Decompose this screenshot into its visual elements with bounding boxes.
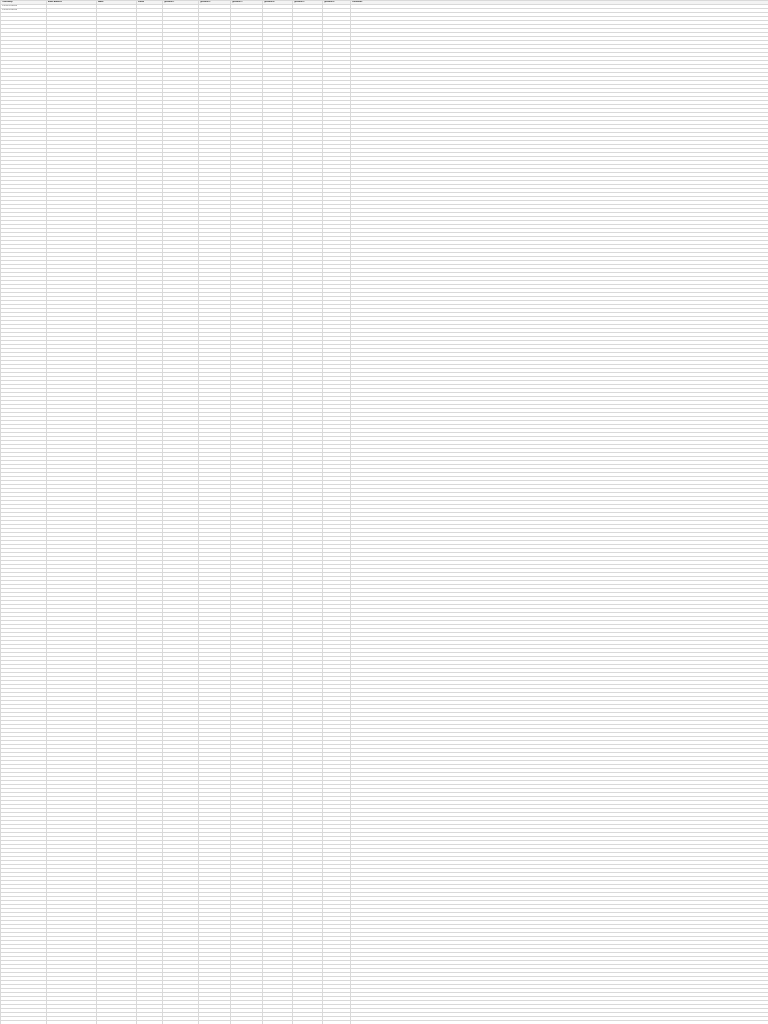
grid-body [1,1,768,1024]
empty-cell[interactable] [231,1021,263,1024]
header-cell-q1[interactable]: Question 1 [163,1,199,5]
header-cell-phone[interactable]: Phone [137,1,163,5]
header-cell-email[interactable]: Email Address [47,1,97,5]
header-cell-q4[interactable]: Question 4 [263,1,293,5]
header-cell-q5[interactable]: Question 5 [293,1,323,5]
empty-cell[interactable] [323,1021,351,1024]
empty-cell[interactable] [47,1021,97,1024]
empty-cell[interactable] [293,1021,323,1024]
table-cell[interactable]: 1/1/2023 8:05:00 [1,9,47,13]
empty-row [1,1021,768,1024]
empty-cell[interactable] [137,1021,163,1024]
header-cell-q3[interactable]: Question 3 [231,1,263,5]
header-cell-q6[interactable]: Question 6 [323,1,351,5]
table-cell[interactable]: 1/1/2023 8:00:00 [1,5,47,9]
empty-cell[interactable] [199,1021,231,1024]
header-cell-comments[interactable]: Comments [351,1,768,5]
empty-cell[interactable] [263,1021,293,1024]
empty-cell[interactable] [1,1021,47,1024]
empty-cell[interactable] [163,1021,199,1024]
header-cell-timestamp[interactable]: Timestamp [1,1,47,5]
header-cell-name[interactable]: Name [97,1,137,5]
header-cell-q2[interactable]: Question 2 [199,1,231,5]
empty-cell[interactable] [97,1021,137,1024]
empty-cell[interactable] [351,1021,768,1024]
